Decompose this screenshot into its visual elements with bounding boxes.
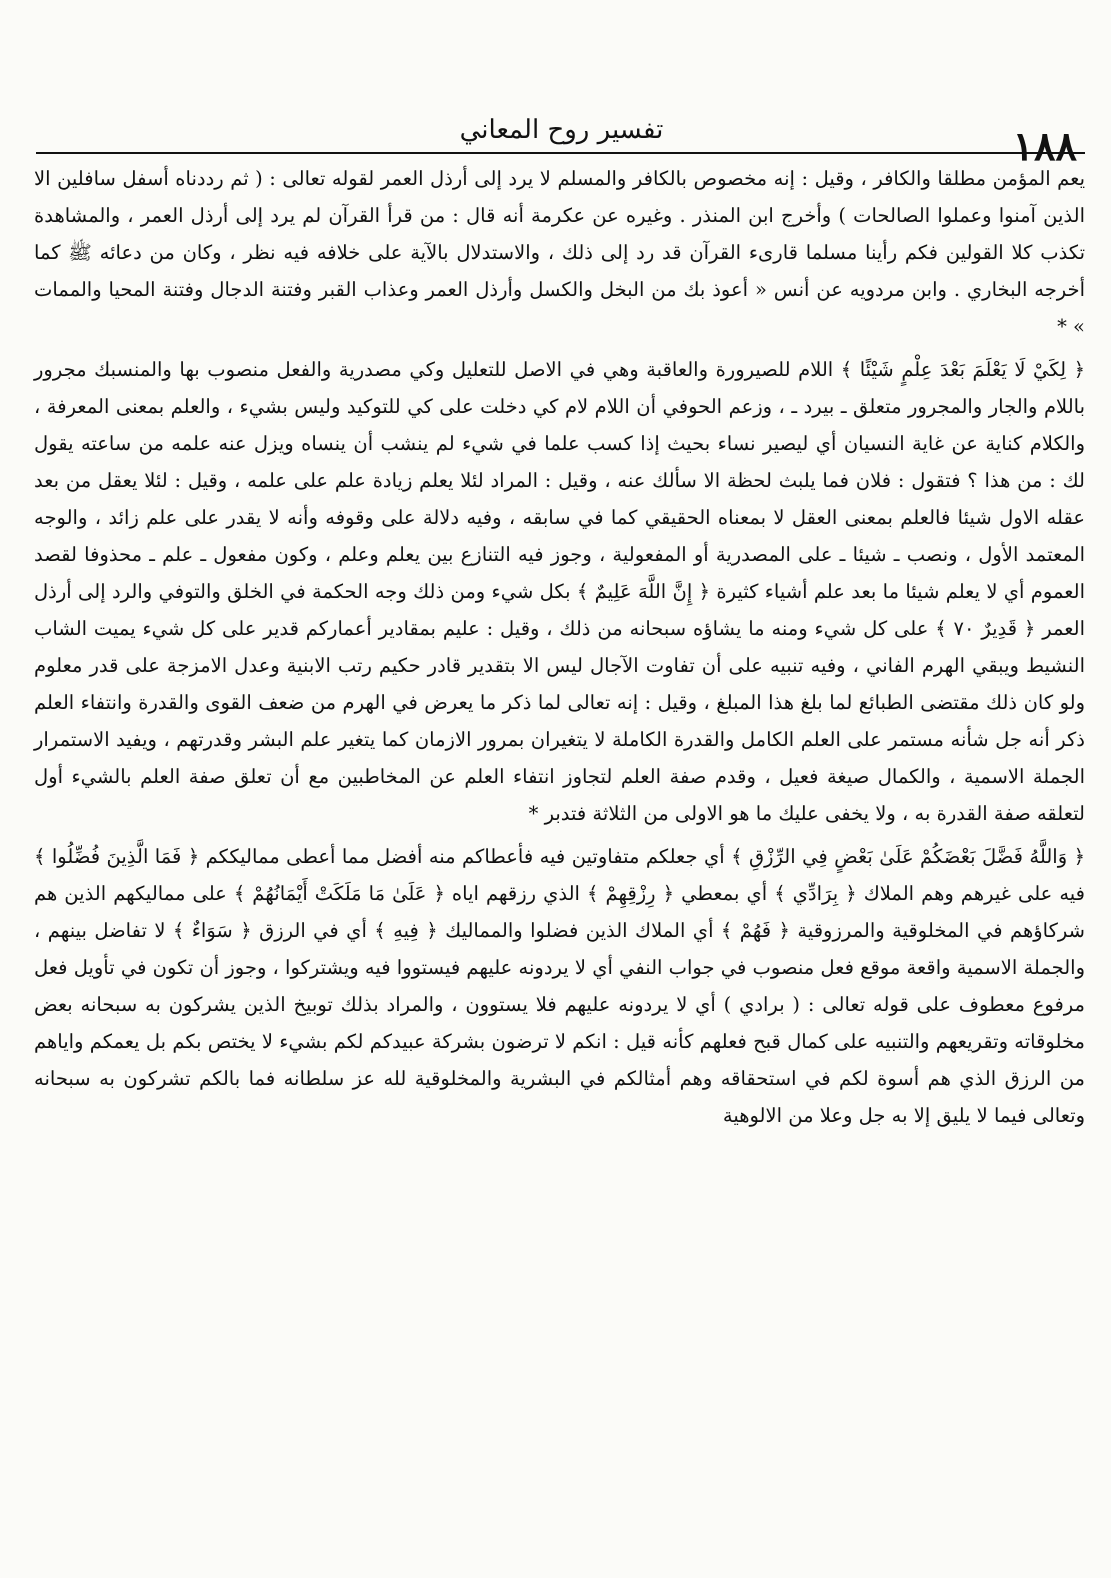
page-number: ١٨٨ [1012, 123, 1077, 170]
header-rule [36, 152, 1085, 154]
paragraph-2: ﴿ لِكَيْ لَا يَعْلَمَ بَعْدَ عِلْمٍ شَيْئًا ﴾ اللام للصيرورة والعاقبة وهي في الاصل للتعليل وكي مصدرية والفعل منصوب بها والمنسبك مجرور باللام والجار والمجرور متعلق ـ بيرد ـ ، وزعم الحوفي أن اللام لام كي دخلت على كي للتوكيد وليس بشيء ، والعلم بمعنى المعرفة ، والكلام كناية عن غاية النسيان أي ليصير نساء بحيث إذا كسب علما في شيء لم ينشب أن ينساه ويزل عنه علمه من ساعته يقول لك : من هذا ؟ فتقول : فلان فما يلبث لحظة الا سألك عنه ، وقيل : المراد لئلا يعلم زيادة علم على علمه ، وقيل : لئلا يعقل من بعد عقله الاول شيئا فالعلم بمعنى العقل لا بمعناه الحقيقي كما في سابقه ، وفيه دلالة على وقوفه وأنه لا يقدر على علم زائد ، والوجه المعتمد الأول ، ونصب ـ شيئا ـ على المصدرية أو المفعولية ، وجوز فيه التنازع بين يعلم وعلم ، وكون مفعول ـ علم ـ محذوفا لقصد العموم أي لا يعلم شيئا ما بعد علم أشياء كثيرة ﴿ إِنَّ اللَّهَ عَلِيمٌ ﴾ بكل شيء ومن ذلك وجه الحكمة في الخلق والتوفي والرد إلى أرذل العمر ﴿ قَدِيرٌ ٧٠ ﴾ على كل شيء ومنه ما يشاؤه سبحانه من ذلك ، وقيل : عليم بمقادير أعماركم قدير على كل شيء يميت الشاب النشيط ويبقي الهرم الفاني ، وفيه تنبيه على أن تفاوت الآجال ليس الا بتقدير قادر حكيم رتب الابنية وعدل الامزجة على قدر معلوم ولو كان ذلك مقتضى الطبائع لما بلغ هذا المبلغ ، وقيل : إنه تعالى لما ذكر ما يعرض في الهرم من ضعف القوى والقدرة وانتفاء العلم ذكر أنه جل شأنه مستمر على العلم الكامل والقدرة الكاملة لا يتغيران بمرور الازمان كما يتغير علم البشر وقدرتهم ، ويفيد الاستمرار الجملة الاسمية ، والكمال صيغة فعيل ، وقدم صفة العلم لتجاوز انتفاء العلم عن المخاطبين مع أن تعلق صفة العلم بالشيء أول لتعلقه صفة القدرة به ، ولا يخفى عليك ما هو الاولى من الثلاثة فتدبر * [34, 358, 1086, 825]
paragraph-3: ﴿ وَاللَّهُ فَضَّلَ بَعْضَكُمْ عَلَىٰ بَعْضٍ فِي الرِّزْقِ ﴾ أي جعلكم متفاوتين فيه فأعطاكم منه أفضل مما أعطى مماليككم ﴿ فَمَا الَّذِينَ فُضِّلُوا ﴾ فيه على غيرهم وهم الملاك ﴿ بِرَادِّي ﴾ أي بمعطي ﴿ رِزْقِهِمْ ﴾ الذي رزقهم اياه ﴿ عَلَىٰ مَا مَلَكَتْ أَيْمَانُهُمْ ﴾ على مماليكهم الذين هم شركاؤهم في المخلوقية والمرزوقية ﴿ فَهُمْ ﴾ أي الملاك الذين فضلوا والمماليك ﴿ فِيهِ ﴾ أي في الرزق ﴿ سَوَاءٌ ﴾ لا تفاضل بينهم ، والجملة الاسمية واقعة موقع فعل منصوب في جواب النفي أي لا يردونه عليهم فيستووا فيه ويشتركوا ، وجوز أن تكون في تأويل فعل مرفوع معطوف على قوله تعالى : ( برادي ) أي لا يردونه عليهم فلا يستوون ، والمراد بذلك توبيخ الذين يشركون به سبحانه بعض مخلوقاته وتقريعهم والتنبيه على كمال قبح فعلهم كأنه قيل : انكم لا ترضون بشركة عبيدكم لكم بشيء لا يختص بكم بل يعمكم واياهم من الرزق الذي هم أسوة لكم في استحقاقه وهم أمثالكم في البشرية والمخلوقية لله عز سلطانه فما بالكم تشركون به سبحانه وتعالى فيما لا يليق إلا به جل وعلا من الالوهية [34, 845, 1085, 1127]
running-title: تفسير روح المعاني [459, 115, 664, 145]
body-text [34, 160, 1085, 1140]
page-header [36, 95, 1087, 170]
paragraph-1: يعم المؤمن مطلقا والكافر ، وقيل : إنه مخصوص بالكافر والمسلم لا يرد إلى أرذل العمر لقوله تعالى : ( ثم رددناه أسفل سافلين الا الذين آمنوا وعملوا الصالحات ) وأخرج ابن المنذر . وغيره عن عكرمة أنه قال : من قرأ القرآن لم يرد إلى أرذل العمر ، والمشاهدة تكذب كلا القولين فكم رأينا مسلما قارىء القرآن قد رد إلى ذلك ، والاستدلال بالآية على خلافه فيه نظر ، وكان من دعائه ﷺ كما أخرجه البخاري . وابن مردويه عن أنس « أعوذ بك من البخل والكسل وأرذل العمر وعذاب القبر وفتنة الدجال وفتنة المحيا والممات » * [34, 167, 1085, 338]
